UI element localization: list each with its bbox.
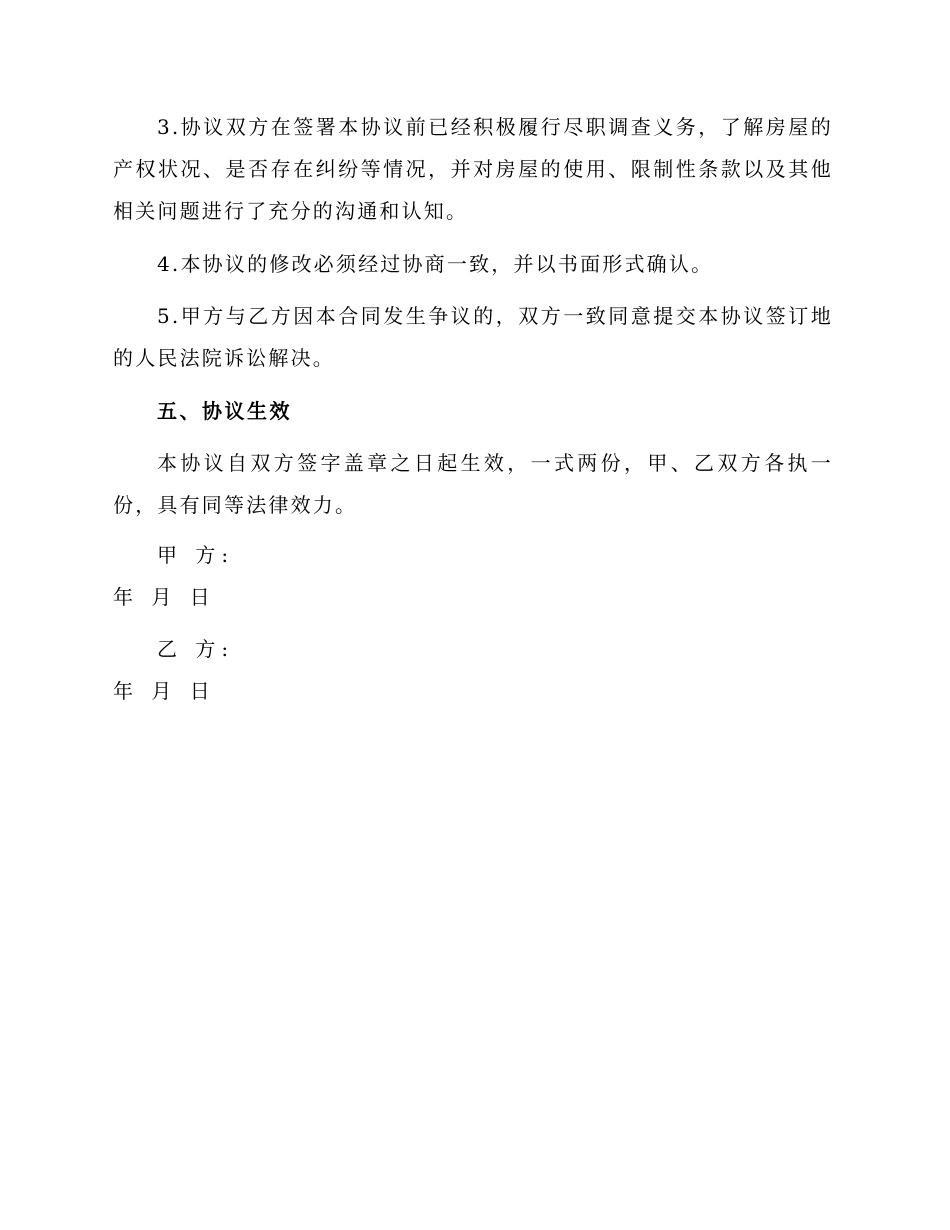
party-b-date-label: 年 月 日 bbox=[113, 679, 216, 703]
clause-4: 4.本协议的修改必须经过协商一致，并以书面形式确认。 bbox=[157, 252, 714, 276]
clause-3: 3.协议双方在签署本协议前已经积极履行尽职调查义务，了解房屋的产权状况、是否存在纠纷等情况，并对房屋的使用、限制性条款以及其他相关问题进行了充分的沟通和认知。 bbox=[113, 115, 833, 223]
party-a-date-label: 年 月 日 bbox=[113, 585, 216, 609]
clause-5: 5.甲方与乙方因本合同发生争议的，双方一致同意提交本协议签订地的人民法院诉讼解决。 bbox=[113, 304, 833, 370]
section-heading-effectiveness: 五、协议生效 bbox=[157, 399, 292, 423]
party-b-signature-label: 乙 方: bbox=[157, 637, 235, 661]
effectiveness-body: 本协议自双方签字盖章之日起生效，一式两份，甲、乙双方各执一份，具有同等法律效力。 bbox=[113, 451, 833, 517]
party-a-signature-label: 甲 方: bbox=[157, 543, 235, 567]
